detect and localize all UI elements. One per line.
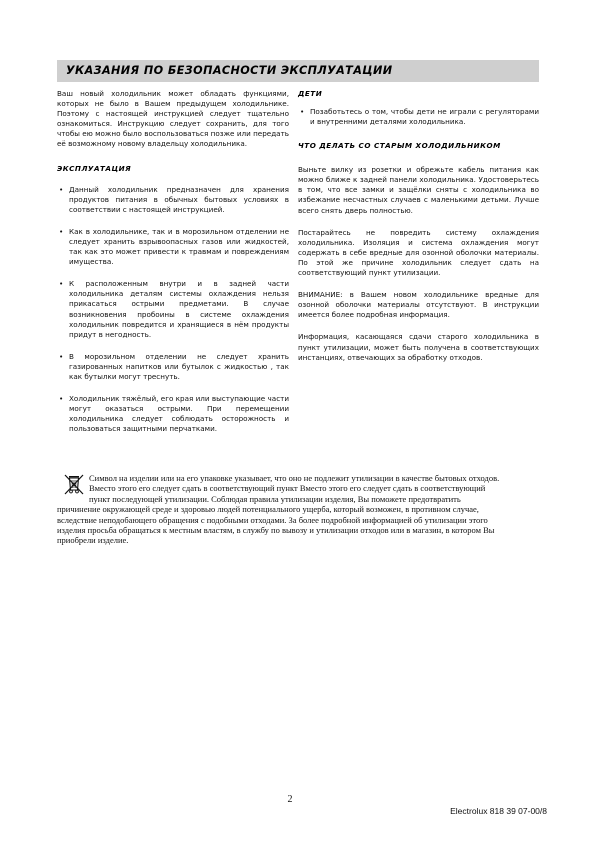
bullet-icon: • [59, 394, 64, 404]
usage-list [57, 185, 289, 435]
document-code: Electrolux 818 39 07-00/8 [450, 806, 547, 816]
bullet-icon: • [59, 351, 64, 361]
left-column [57, 89, 289, 434]
right-column [298, 89, 539, 363]
list-item-text: Холодильник тяжёлый, его края или выступающие части могут оказаться острыми. При перемещении холодильника следует соблюдать осторожность и пользоваться защитными перчатками. [69, 394, 289, 434]
section-heading-old-fridge: ЧТО ДЕЛАТЬ СО СТАРЫМ ХОЛОДИЛЬНИКОМ [298, 141, 501, 151]
paragraph: Выньте вилку из розетки и обрежьте кабель питания как можно ближе к задней панели холодильника. Удостоверьтесь в том, что все замки и защёлки сняты с холодильника во избежание несчастных случаев с маленькими детьми. Лучше всего снять дверь полностью. [298, 165, 539, 215]
bullet-icon: • [59, 184, 64, 194]
list-item-text: Как в холодильнике, так и в морозильном отделении не следует хранить взрывоопасных газов или жидкостей, так как это может привести к травмам и повреждениям имущества. [69, 226, 289, 267]
section-heading-usage: ЭКСПЛУАТАЦИЯ [57, 163, 132, 173]
list-item-text: К расположенным внутри и в задней части холодильника деталям системы охлаждения нельзя прикасаться острыми предметами. В случае возникновения пробоины в системе охлаждения холодильник повредится и хранящиеся в нём продукты придут в негодность. [69, 279, 289, 339]
list-item [57, 394, 289, 434]
children-list [298, 107, 539, 127]
page-number: 2 [287, 794, 293, 805]
list-item [57, 227, 289, 267]
disposal-notice [57, 473, 505, 546]
list-item-text: Позаботьтесь о том, чтобы дети не играли с регуляторами и внутренними деталями холодильника. [310, 107, 539, 127]
list-item-text: Данный холодильник предназначен для хранения продуктов питания в обычных бытовых условиях в соответствии с настоящей инструкцией. [69, 184, 289, 214]
paragraph: Постарайтесь не повредить систему охлаждения холодильника. Изоляция и система охлаждения могут содержать в себе вредные для озонной оболочки материалы. По этой же причине холодильник следует сдать на соответствующий пункт утилизации. [298, 227, 539, 278]
crossed-out-wheelie-bin-icon [63, 473, 85, 495]
section-heading-children: ДЕТИ [298, 89, 323, 98]
list-item [57, 279, 289, 340]
list-item [298, 107, 539, 127]
disposal-notice-text: Символ на изделии или на его упаковке указывает, что оно не подлежит утилизации в качестве бытовых отходов. Вместо этого его следует сдать в соответствующий пункт Вместо этого его следует сдать в соответствующий пункт последующей утилизации. Соблюдая правила утилизации изделия, Вы поможете предотвратить причинение окружающей среде и здоровью людей потенциального ущерба, который возможен, в противном случае, вследствие неподобающего обращения с подобными отходами. За более подробной информацией об утилизации этого изделия просьба обращаться к местным властям, в службу по вывозу и утилизации отходов или в магазин, в котором Вы приобрели изделие. [57, 473, 500, 546]
bullet-icon: • [59, 279, 64, 289]
intro-paragraph: Ваш новый холодильник может обладать функциями, которых не было в Вашем предыдущем холодильнике. Поэтому с настоящей инструкцией следует тщательно ознакомиться. Инструкцию следует сохранить, для того чтобы ею можно было воспользоваться позже или передать её возможному новому владельцу холодильника. [57, 89, 289, 149]
list-item [57, 185, 289, 215]
list-item-text: В морозильном отделении не следует хранить газированных напитков или бутылок с жидкостью , так как бутылки могут треснуть. [69, 351, 289, 381]
page-title: УКАЗАНИЯ ПО БЕЗОПАСНОСТИ ЭКСПЛУАТАЦИИ [66, 64, 393, 77]
title-bar [57, 60, 539, 82]
paragraph: ВНИМАНИЕ: в Вашем новом холодильнике вредные для озонной оболочки материалы отсутствуют. В инструкции имеется более подробная информация. [298, 290, 539, 320]
list-item [57, 352, 289, 382]
bullet-icon: • [59, 226, 64, 236]
paragraph: Информация, касающаяся сдачи старого холодильника в пункт утилизации, может быть получена в соответствующих инстанциях, отвечающих за обработку отходов. [298, 332, 539, 362]
bullet-icon: • [300, 107, 305, 116]
